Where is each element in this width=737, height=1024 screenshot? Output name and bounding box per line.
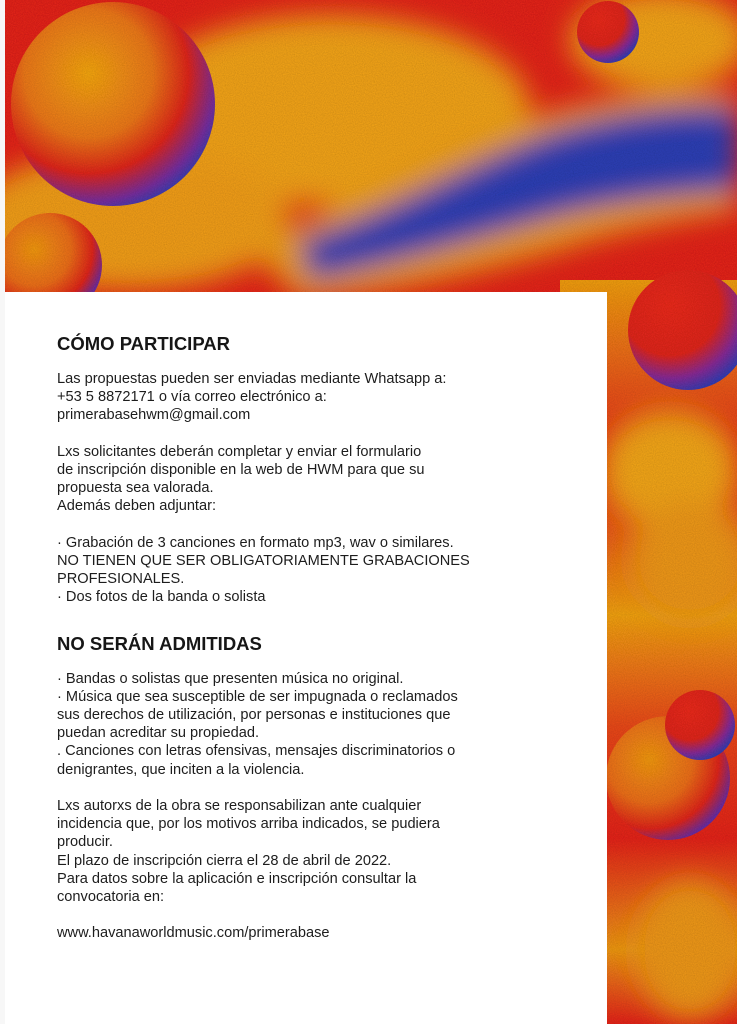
list-item: . Canciones con letras ofensivas, mensajes discriminatorios o bbox=[57, 743, 456, 760]
website-url: www.havanaworldmusic.com/primerabase bbox=[57, 925, 330, 942]
list-item: NO TIENEN QUE SER OBLIGATORIAMENTE GRABACIONES bbox=[57, 553, 470, 569]
como-participar-section bbox=[57, 332, 527, 607]
responsibility-paragraph bbox=[57, 797, 527, 906]
text-line: Lxs solicitantes deberán completar y enviar el formulario bbox=[57, 443, 422, 460]
list-item: sus derechos de utilización, por personas e instituciones que bbox=[57, 707, 451, 724]
text-line: incidencia que, por los motivos arriba indicados, se pudiera bbox=[57, 816, 440, 833]
no-admitidas-heading: NO SERÁN ADMITIDAS bbox=[57, 632, 262, 654]
text-line: Además deben adjuntar: bbox=[57, 498, 217, 515]
contact-paragraph bbox=[57, 370, 527, 425]
text-line: propuesta sea valorada. bbox=[57, 480, 214, 497]
list-item: · Música que sea susceptible de ser impugnada o reclamados bbox=[57, 688, 458, 705]
text-line: Lxs autorxs de la obra se responsabilizan ante cualquier bbox=[57, 798, 422, 815]
text-line: producir. bbox=[57, 834, 113, 851]
text-line: de inscripción disponible en la web de HWM para que su bbox=[57, 462, 425, 478]
como-participar-heading: CÓMO PARTICIPAR bbox=[57, 333, 231, 354]
whatsapp-line: +53 5 8872171 o vía correo electrónico a: bbox=[57, 389, 327, 406]
requirements-paragraph bbox=[57, 443, 527, 516]
list-item: puedan acreditar su propiedad. bbox=[57, 725, 260, 742]
text-line: Las propuestas pueden ser enviadas mediante Whatsapp a: bbox=[57, 371, 447, 387]
text-column bbox=[57, 332, 527, 943]
list-item: · Grabación de 3 canciones en formato mp3, wav o similares. bbox=[57, 534, 454, 551]
list-item: · Bandas o solistas que presenten música no original. bbox=[57, 670, 404, 687]
attachments-list bbox=[57, 534, 527, 607]
exclusions-list bbox=[57, 670, 527, 779]
list-item: · Dos fotos de la banda o solista bbox=[57, 589, 266, 606]
list-item: denigrantes, que inciten a la violencia. bbox=[57, 761, 305, 778]
deadline-line: El plazo de inscripción cierra el 28 de abril de 2022. bbox=[57, 852, 392, 869]
text-line: Para datos sobre la aplicación e inscripción consultar la bbox=[57, 870, 417, 887]
no-admitidas-section bbox=[57, 632, 527, 943]
email-line: primerabasehwm@gmail.com bbox=[57, 407, 251, 424]
list-item: PROFESIONALES. bbox=[57, 571, 185, 588]
text-line: convocatoria en: bbox=[57, 889, 165, 906]
